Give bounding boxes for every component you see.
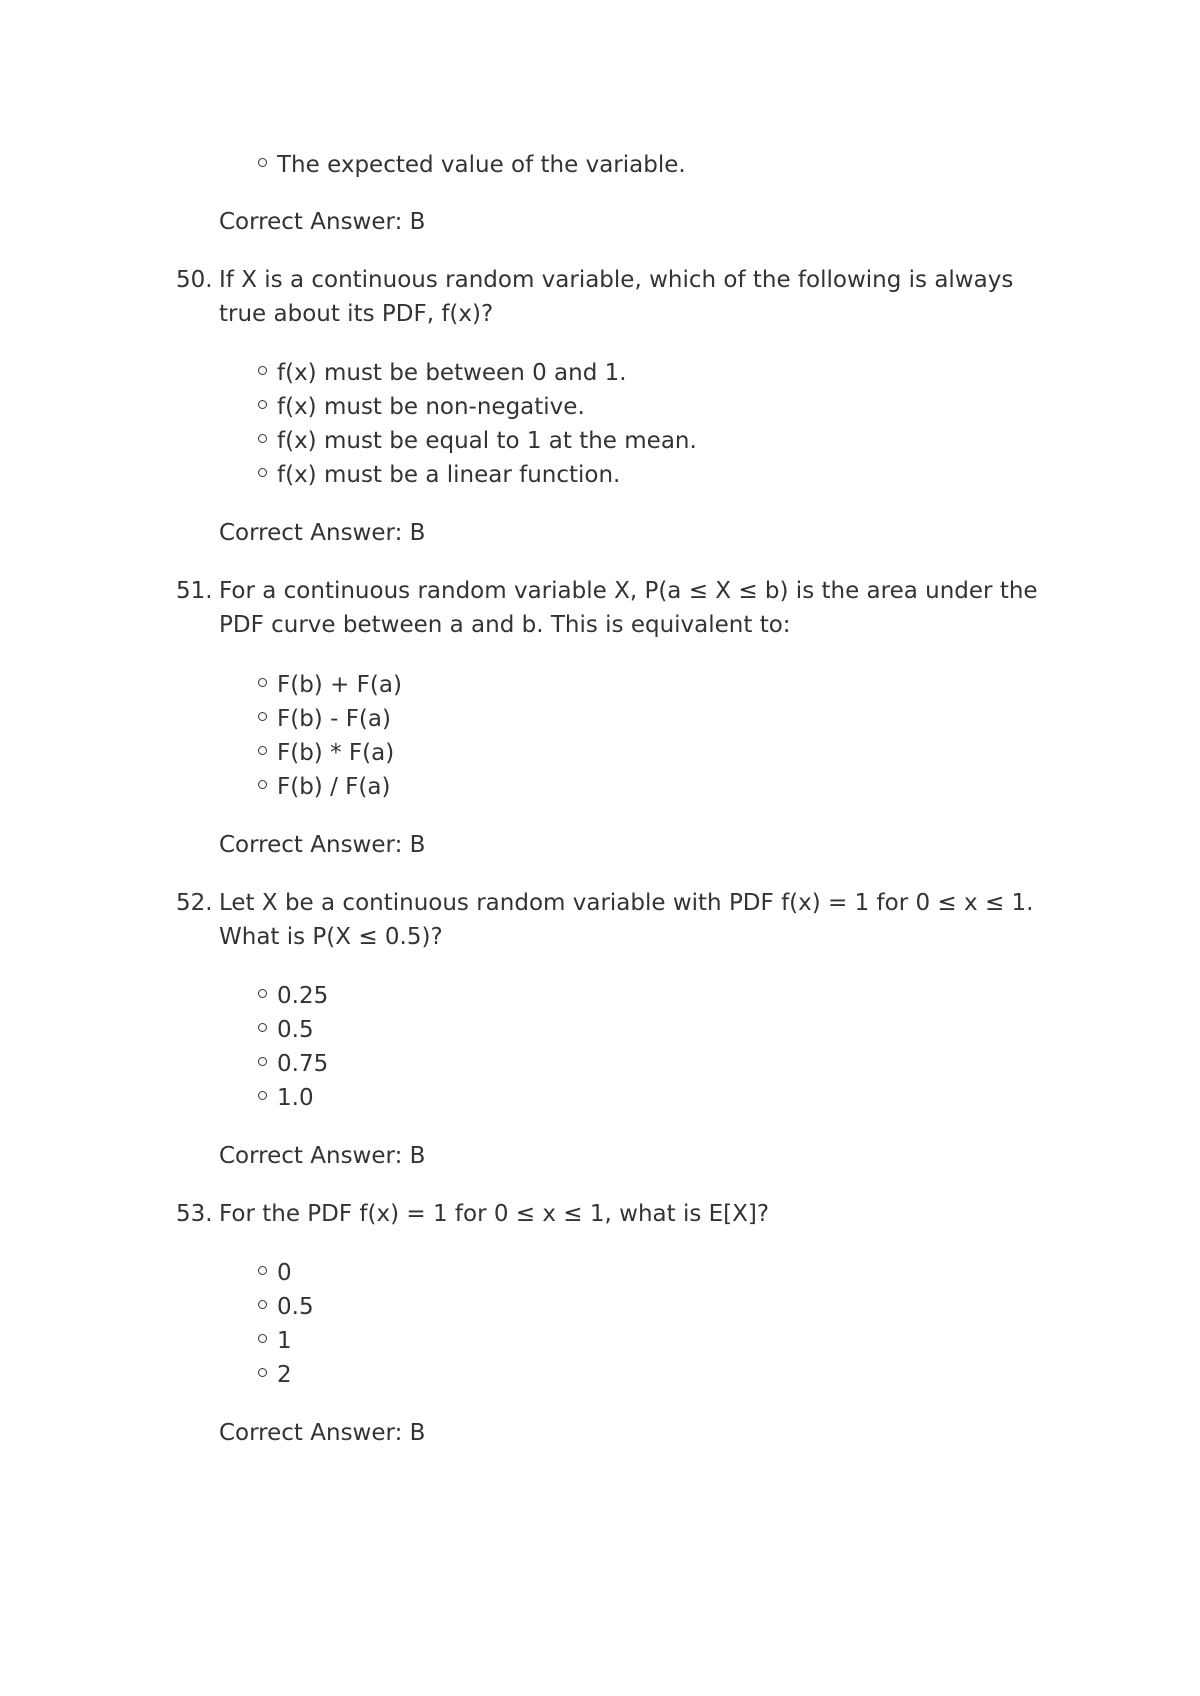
hollow-bullet-icon <box>258 678 267 687</box>
hollow-bullet-icon <box>258 712 267 721</box>
hollow-bullet-icon <box>258 1266 267 1275</box>
hollow-bullet-icon <box>258 780 267 789</box>
question-number: 50. <box>176 267 213 293</box>
option-item <box>258 1015 314 1045</box>
hollow-bullet-icon <box>258 1368 267 1377</box>
hollow-bullet-icon <box>258 1334 267 1343</box>
option-text: f(x) must be a linear function. <box>277 462 621 488</box>
option-text: 0.5 <box>277 1017 314 1043</box>
option-item <box>258 670 402 700</box>
correct-answer: Correct Answer: B <box>219 1143 426 1169</box>
option-text: 0.5 <box>277 1294 314 1320</box>
question-text: Let X be a continuous random variable with PDF f(x) = 1 for 0 ≤ x ≤ 1. <box>219 890 1034 916</box>
option-text: F(b) - F(a) <box>277 706 391 732</box>
option-item <box>258 426 697 456</box>
hollow-bullet-icon <box>258 1023 267 1032</box>
option-text: f(x) must be between 0 and 1. <box>277 360 627 386</box>
option-item <box>258 1083 314 1113</box>
hollow-bullet-icon <box>258 1300 267 1309</box>
question-number: 53. <box>176 1201 213 1227</box>
option-item <box>258 392 585 422</box>
option-item <box>258 1049 328 1079</box>
correct-answer: Correct Answer: B <box>219 520 426 546</box>
option-text: 1 <box>277 1328 292 1354</box>
question-text: If X is a continuous random variable, which of the following is always <box>219 267 1014 293</box>
hollow-bullet-icon <box>258 746 267 755</box>
option-text: 0.25 <box>277 983 329 1009</box>
option-text: 0.75 <box>277 1051 329 1077</box>
option-text: The expected value of the variable. <box>277 152 686 178</box>
option-text: 2 <box>277 1362 292 1388</box>
hollow-bullet-icon <box>258 158 267 167</box>
option-item <box>258 150 686 180</box>
hollow-bullet-icon <box>258 1057 267 1066</box>
correct-answer: Correct Answer: B <box>219 209 426 235</box>
option-item <box>258 704 391 734</box>
hollow-bullet-icon <box>258 434 267 443</box>
option-item <box>258 460 620 490</box>
question-text: true about its PDF, f(x)? <box>219 301 494 327</box>
option-text: F(b) / F(a) <box>277 774 391 800</box>
option-text: f(x) must be non-negative. <box>277 394 585 420</box>
option-text: 0 <box>277 1260 292 1286</box>
option-text: f(x) must be equal to 1 at the mean. <box>277 428 697 454</box>
option-item <box>258 358 627 388</box>
hollow-bullet-icon <box>258 989 267 998</box>
hollow-bullet-icon <box>258 468 267 477</box>
correct-answer: Correct Answer: B <box>219 832 426 858</box>
question-number: 52. <box>176 890 213 916</box>
question-text: PDF curve between a and b. This is equivalent to: <box>219 612 791 638</box>
option-text: 1.0 <box>277 1085 314 1111</box>
hollow-bullet-icon <box>258 400 267 409</box>
option-text: F(b) * F(a) <box>277 740 395 766</box>
correct-answer: Correct Answer: B <box>219 1420 426 1446</box>
option-item <box>258 1360 292 1390</box>
option-item <box>258 1258 292 1288</box>
option-item <box>258 772 390 802</box>
option-item <box>258 1326 292 1356</box>
option-item <box>258 981 328 1011</box>
question-text: What is P(X ≤ 0.5)? <box>219 924 443 950</box>
question-text: For the PDF f(x) = 1 for 0 ≤ x ≤ 1, what is E[X]? <box>219 1201 770 1227</box>
option-item <box>258 1292 314 1322</box>
hollow-bullet-icon <box>258 1091 267 1100</box>
question-text: For a continuous random variable X, P(a ≤ X ≤ b) is the area under the <box>219 578 1038 604</box>
option-text: F(b) + F(a) <box>277 672 402 698</box>
question-number: 51. <box>176 578 213 604</box>
option-item <box>258 738 394 768</box>
hollow-bullet-icon <box>258 366 267 375</box>
